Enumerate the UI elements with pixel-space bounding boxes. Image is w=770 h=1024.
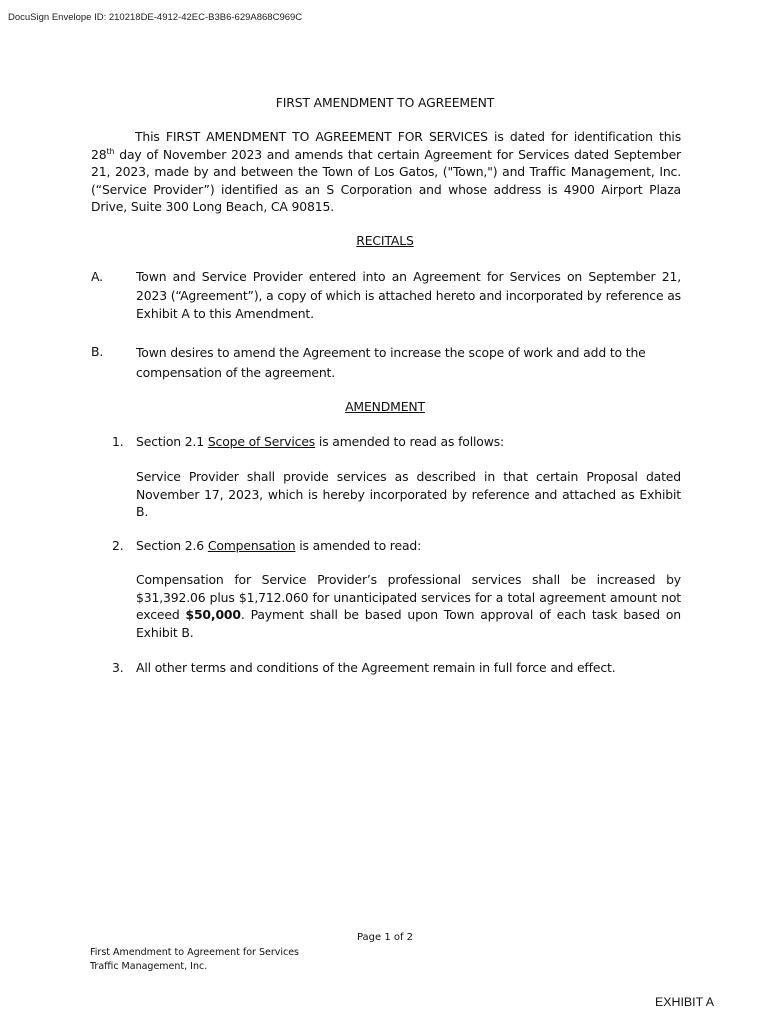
section-prefix: Section 2.1 <box>136 434 208 449</box>
amendment-item-number: 1. <box>112 434 124 449</box>
recital-text: Town and Service Provider entered into an Agreement for Services on September 21, 2023 (“Agreement”), a copy of which is attached hereto and incorporated by reference as Exhibit A to this Amendment. <box>136 269 681 321</box>
recital-text: Town desires to amend the Agreement to increase the scope of work and add to the compensation of the agreement. <box>136 345 646 380</box>
section-name: Scope of Services <box>207 434 316 449</box>
recital-letter: B. <box>91 344 104 359</box>
recital-item <box>91 343 681 383</box>
amendment-item-number: 2. <box>112 538 124 553</box>
recitals-heading: RECITALS <box>356 233 414 248</box>
amendment-item <box>112 537 681 555</box>
page-number: Page 1 of 2 <box>356 932 414 943</box>
amendment-item-text: All other terms and conditions of the Agreement remain in full force and effect. <box>136 660 616 675</box>
compensation-text-1: Compensation for Service Provider’s professional services shall be increased by $31,392.06 plus $1,712.060 for unanticipated services for a total agreement amount not exceed <box>136 572 681 622</box>
amendment-item-heading <box>136 433 681 451</box>
docusign-envelope-id: DocuSign Envelope ID: 210218DE-4912-42EC-B3B6-629A868C969C <box>8 12 303 23</box>
intro-text-1: This FIRST AMENDMENT TO AGREEMENT FOR SERVICES is dated for identification this 28 <box>91 129 681 162</box>
scope-of-services-paragraph: Service Provider shall provide services as described in that certain Proposal dated November 17, 2023, which is hereby incorporated by reference and attached as Exhibit B. <box>136 469 681 519</box>
footer-line-1: First Amendment to Agreement for Services <box>90 947 300 958</box>
page-footer <box>90 946 299 974</box>
section-name: Compensation <box>207 538 296 553</box>
recital-item <box>91 268 681 324</box>
section-suffix: is amended to read: <box>295 538 422 553</box>
amendment-item <box>112 433 681 451</box>
section-suffix: is amended to read as follows: <box>315 434 505 449</box>
amendment-item <box>112 659 681 677</box>
exhibit-label: EXHIBIT A <box>655 995 714 1009</box>
compensation-text-2: . Payment shall be based upon Town approval of each task based on Exhibit B. <box>136 607 681 640</box>
amendment-item-heading <box>136 537 681 555</box>
compensation-total-amount: $50,000 <box>185 607 241 622</box>
footer-line-2: Traffic Management, Inc. <box>90 961 208 972</box>
intro-paragraph <box>91 128 681 216</box>
amendment-heading: AMENDMENT <box>345 399 425 414</box>
intro-text-2: day of November 2023 and amends that certain Agreement for Services dated September 21, 2023, made by and between the Town of Los Gatos, ("Town,") and Traffic Management, Inc. (“Service Provider”) identified as an S Corporation and whose address is 4900 Airport Plaza Drive, Suite 300 Long Beach, CA 90815. <box>91 146 681 214</box>
document-title: FIRST AMENDMENT TO AGREEMENT <box>275 95 495 110</box>
section-prefix: Section 2.6 <box>136 538 208 553</box>
intro-ordinal-suffix: th <box>106 146 115 156</box>
amendment-item-number: 3. <box>112 660 124 675</box>
compensation-paragraph <box>136 571 681 641</box>
recital-letter: A. <box>91 269 103 284</box>
